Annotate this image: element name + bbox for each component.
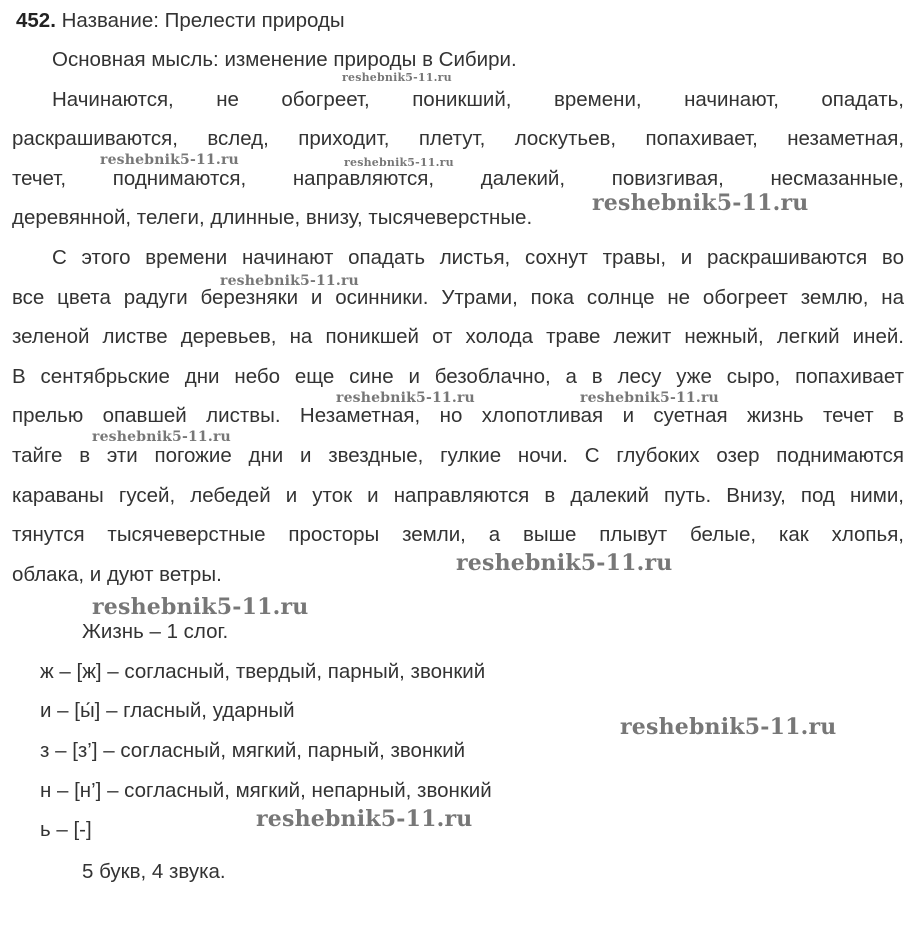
watermark: reshebnik5-11.ru — [92, 429, 231, 445]
watermark: reshebnik5-11.ru — [92, 594, 309, 620]
word-line-2: раскрашиваются, вслед, приходит, плетут, лоскутьев, попахивает, незаметная, — [12, 127, 905, 150]
word-line-4: деревянной, телеги, длинные, внизу, тысячеверстные. — [12, 206, 533, 229]
exercise-header — [16, 9, 345, 33]
main-idea: Основная мысль: изменение природы в Сибири. — [52, 48, 517, 71]
word-line-3: течет, поднимаются, направляются, далекий, повизгивая, несмазанные, — [12, 167, 904, 190]
exercise-title: Название: Прелести природы — [61, 9, 345, 32]
text-line-6: тайге в эти погожие дни и звездные, гулкие ночи. С глубоких озер поднимаются — [12, 444, 904, 467]
analysis-summary: 5 букв, 4 звука. — [82, 860, 226, 883]
analysis-letter-5: ь – [-] — [40, 818, 92, 841]
analysis-letter-3: з – [з’] – согласный, мягкий, парный, звонкий — [40, 739, 466, 762]
watermark: reshebnik5-11.ru — [220, 273, 359, 289]
text-line-8: тянутся тысячеверстные просторы земли, а выше плывут белые, как хлопья, — [12, 523, 904, 546]
text-line-7: караваны гусей, лебедей и уток и направляются в далекий путь. Внизу, под ними, — [12, 484, 904, 507]
analysis-word: Жизнь – 1 слог. — [82, 620, 229, 643]
text-line-5: прелью опавшей листвы. Незаметная, но хлопотливая и суетная жизнь течет в — [12, 404, 904, 427]
watermark: reshebnik5-11.ru — [620, 714, 837, 740]
text-line-1: С этого времени начинают опадать листья, сохнут травы, и раскрашиваются во — [52, 246, 904, 269]
text-line-2: все цвета радуги березняки и осинники. Утрами, пока солнце не обогреет землю, на — [12, 286, 904, 309]
exercise-number: 452. — [16, 9, 56, 32]
word-line-1: Начинаются, не обогреет, поникший, времени, начинают, опадать, — [52, 88, 904, 111]
watermark: reshebnik5-11.ru — [256, 806, 473, 832]
watermark: reshebnik5-11.ru — [100, 152, 239, 168]
watermark: reshebnik5-11.ru — [336, 390, 475, 406]
watermark: reshebnik5-11.ru — [592, 190, 809, 216]
text-line-4: В сентябрьские дни небо еще сине и безоблачно, а в лесу уже сыро, попахивает — [12, 365, 904, 388]
analysis-letter-1: ж – [ж] – согласный, твердый, парный, звонкий — [40, 660, 486, 683]
text-line-9: облака, и дуют ветры. — [12, 563, 222, 586]
watermark: reshebnik5-11.ru — [342, 71, 452, 84]
watermark: reshebnik5-11.ru — [580, 390, 719, 406]
watermark: reshebnik5-11.ru — [456, 550, 673, 576]
analysis-letter-4: н – [н’] – согласный, мягкий, непарный, звонкий — [40, 779, 492, 802]
text-line-3: зеленой листве деревьев, на поникшей от холода траве лежит нежный, легкий иней. — [12, 325, 904, 348]
watermark: reshebnik5-11.ru — [344, 156, 454, 169]
analysis-letter-2: и – [ы́] – гласный, ударный — [40, 699, 295, 722]
